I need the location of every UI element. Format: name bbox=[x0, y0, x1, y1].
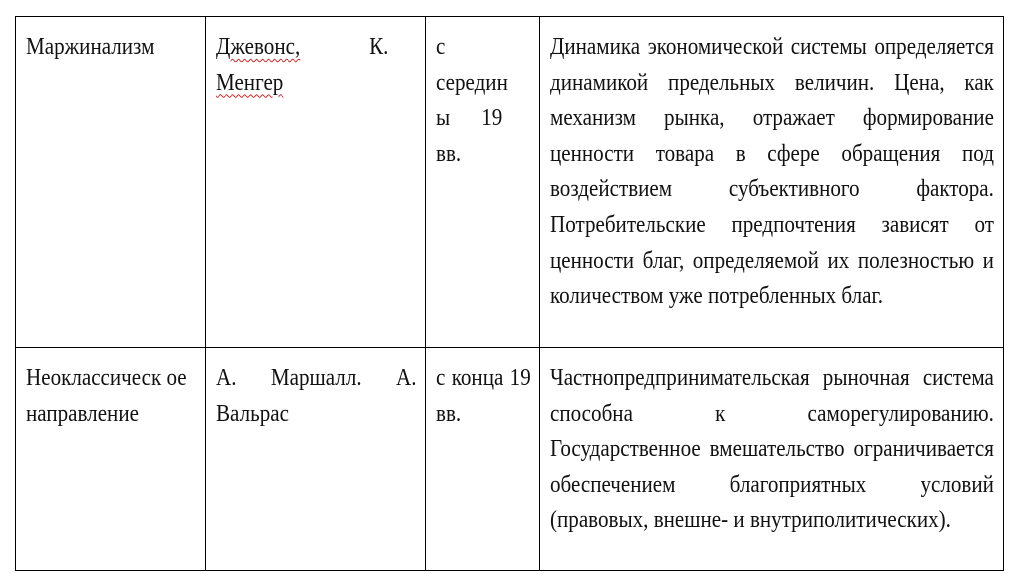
description-cell bbox=[540, 348, 1004, 571]
authors-cell bbox=[206, 348, 426, 571]
authors-name-1: Джевонс, bbox=[216, 33, 301, 60]
table-row bbox=[16, 348, 1004, 571]
description-text: Частнопредпринимательская рыночная система способна к саморегулированию. Государственное вмешательство ограничивается обеспечением благоприятных условий (правовых, внешне- и внутриполитических). bbox=[550, 364, 994, 534]
direction-text: Маржинализм bbox=[26, 33, 155, 60]
direction-cell bbox=[16, 17, 206, 348]
period-cell bbox=[426, 348, 540, 571]
description-text: Динамика экономической системы определяется динамикой предельных величин. Цена, как механизм рынка, отражает формирование ценности товара в сфере обращения под воздействием субъективного фактора. Потребительские предпочтения зависят от ценности благ, определяемой их полезностью и количеством уже потребленных благ. bbox=[550, 33, 994, 310]
period-cell bbox=[426, 17, 540, 348]
authors-initial: К. bbox=[369, 33, 389, 60]
authors-text: А. Маршалл. А. Вальрас bbox=[216, 364, 417, 427]
direction-text: Неоклассическ ое направление bbox=[26, 364, 187, 427]
economic-schools-table bbox=[15, 16, 1004, 571]
previous-row-cutoff bbox=[572, 0, 792, 12]
authors-cell bbox=[206, 17, 426, 348]
period-text: с середин ы 19 вв. bbox=[436, 33, 508, 167]
authors-name-2: Менгер bbox=[216, 68, 284, 96]
description-cell bbox=[540, 17, 1004, 348]
period-text: с конца 19 вв. bbox=[436, 364, 531, 427]
authors-line bbox=[216, 29, 388, 65]
authors-wrapper bbox=[216, 29, 417, 100]
table-row bbox=[16, 17, 1004, 348]
direction-cell bbox=[16, 348, 206, 571]
